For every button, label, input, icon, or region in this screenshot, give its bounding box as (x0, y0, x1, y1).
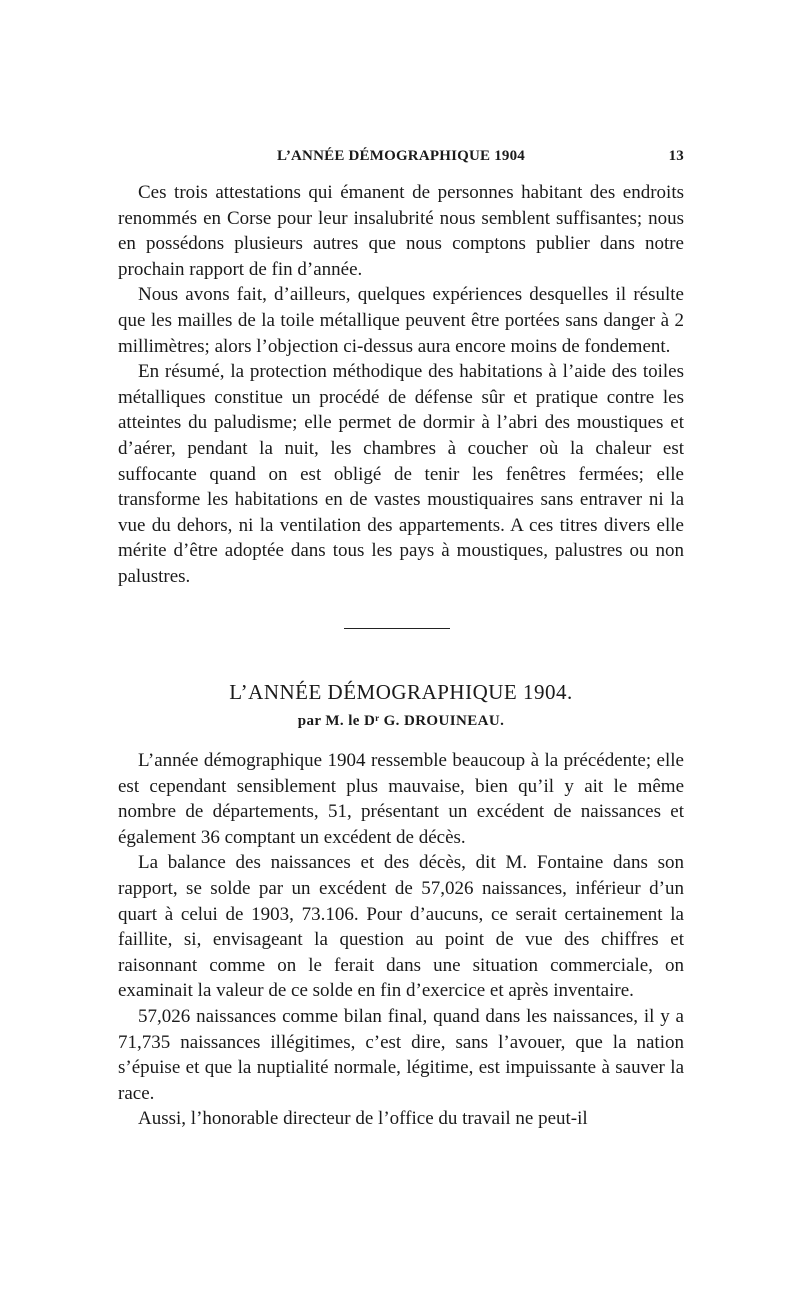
running-head (118, 148, 684, 174)
article-author: par M. le Dʳ G. DROUINEAU. (297, 713, 505, 729)
body-paragraph: En résumé, la protection méthodique des habitations à l’aide des toiles métalliques constitue un procédé de défense sûr et pratique contre les atteintes du paludisme; elle permet de dormir à l’abri des moustiques et d’aérer, pendant la nuit, les chambres à coucher où la chaleur est suffocante quand on est obligé de tenir les fenêtres fermées; elle transforme les habitations en de vastes moustiquaires sans entraver ni la vue du dehors, ni la ventilation des appartements. A ces titres divers elle mérite d’être adoptée dans tous les pays à moustiques, palustres ou non palustres. (118, 361, 684, 587)
body-paragraph: Nous avons fait, d’ailleurs, quelques expériences desquelles il résulte que les mailles de la toile métallique peuvent être portées sans danger à 2 millimètres; alors l’objection ci-dessus aura encore moins de fondement. (118, 284, 684, 357)
body-paragraph: Aussi, l’honorable directeur de l’office du travail ne peut-il (138, 1108, 588, 1130)
article-title: L’ANNÉE DÉMOGRAPHIQUE 1904. (229, 680, 573, 704)
section-divider (344, 628, 450, 629)
article-body (118, 748, 684, 1132)
body-paragraph: 57,026 naissances comme bilan final, quand dans les naissances, il y a 71,735 naissances illégitimes, c’est dire, sans l’avouer, que la nation s’épuise et que la nuptialité normale, légitime, est impuissante à sauver la race. (118, 1005, 684, 1104)
body-paragraph: L’année démographique 1904 ressemble beaucoup à la précédente; elle est cependant sensiblement plus mauvaise, bien qu’il y ait le même nombre de départements, 51, présentant un excédent de naissances et également 36 comptant un excédent de décès. (118, 750, 684, 848)
previous-article-body (118, 180, 684, 590)
page-number: 13 (668, 148, 684, 164)
body-paragraph: Ces trois attestations qui émanent de personnes habitant des endroits renommés en Corse pour leur insalubrité nous semblent suffisantes; nous en possédons plusieurs autres que nous comptons publier dans notre prochain rapport de fin d’année. (118, 182, 684, 280)
body-paragraph: La balance des naissances et des décès, dit M. Fontaine dans son rapport, se solde par un excédent de 57,026 naissances, inférieur d’un quart à celui de 1903, 73.106. Pour d’aucuns, ce serait certainement la faillite, si, envisageant la question au point de vue des chiffres et raisonnant comme on le ferait dans une situation commerciale, on examinait la valeur de ce solde en fin d’exercice et après inventaire. (118, 852, 684, 1002)
running-head-title: L’ANNÉE DÉMOGRAPHIQUE 1904 (277, 148, 525, 164)
